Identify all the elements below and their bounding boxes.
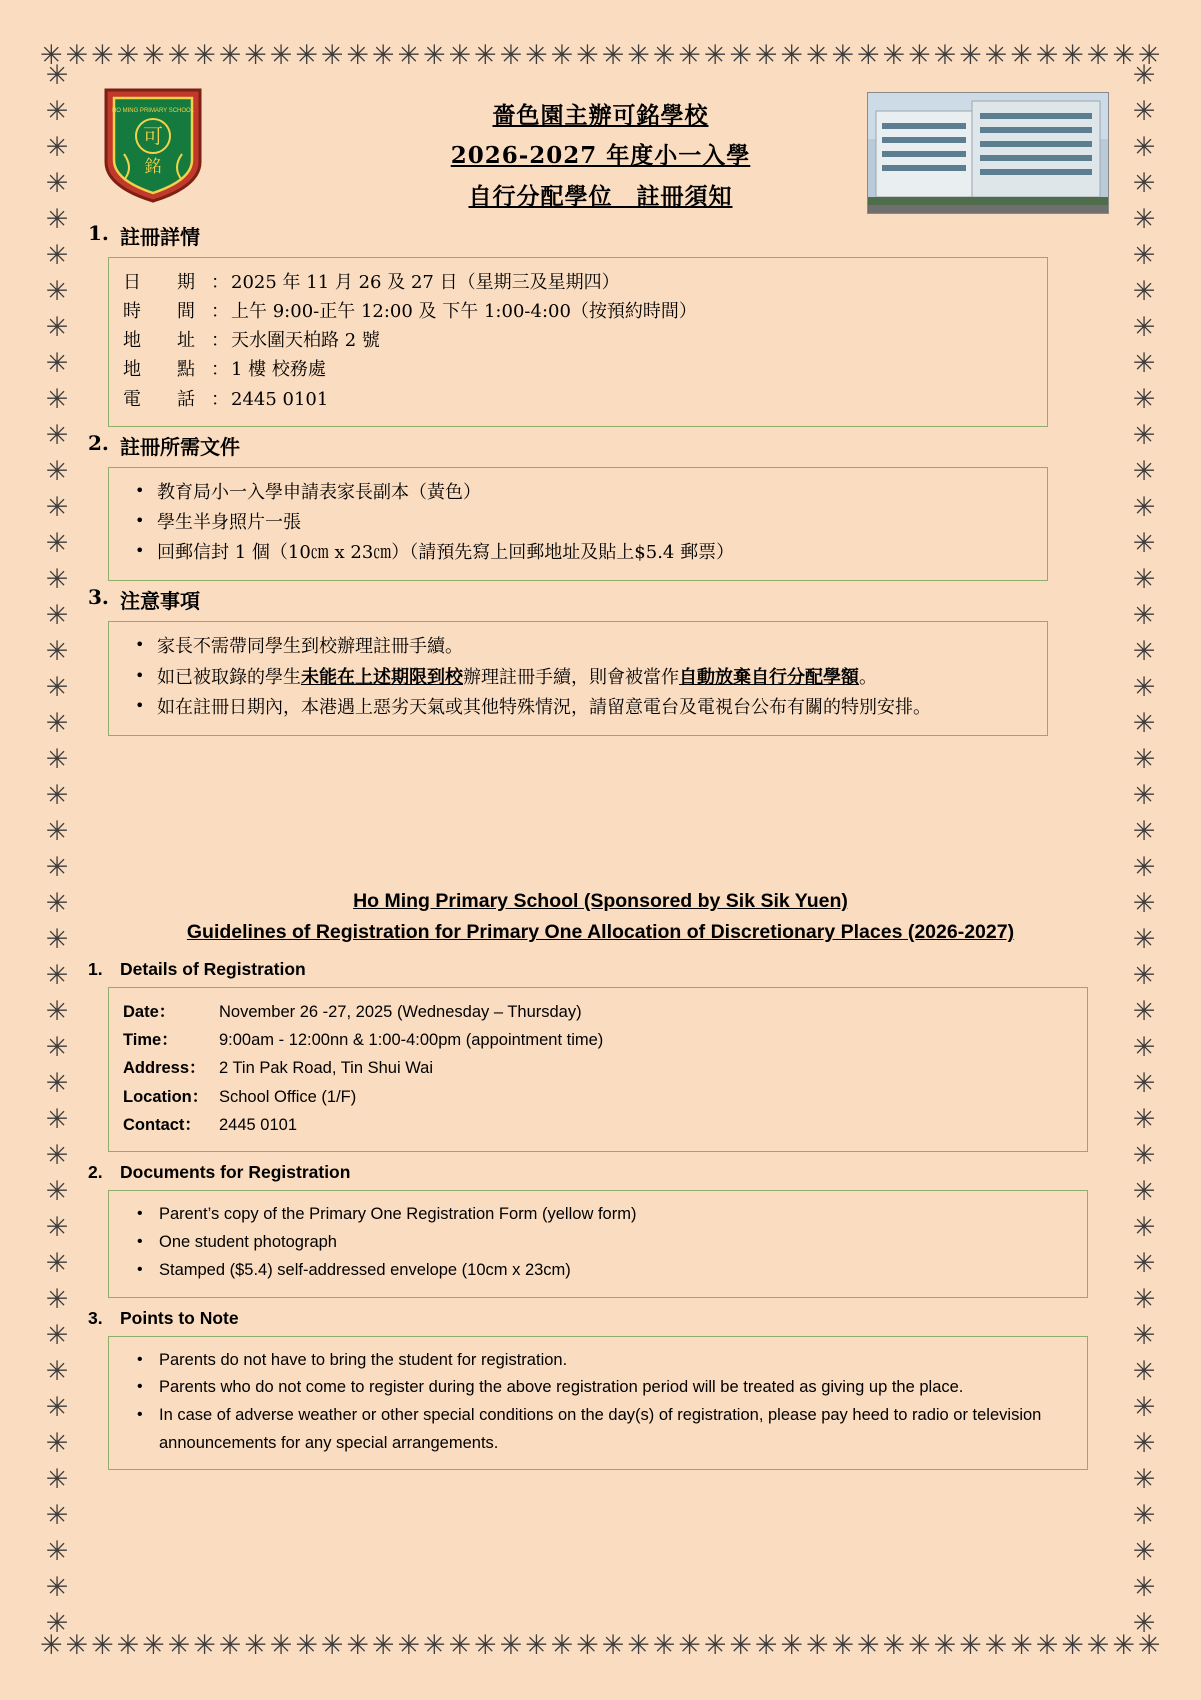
asterisk-ornament: ✳ <box>1132 924 1156 955</box>
asterisk-ornament: ✳ <box>45 708 69 739</box>
en-detail-key: Contact <box>123 1116 185 1135</box>
asterisk-ornament: ✳ <box>45 312 69 343</box>
asterisk-ornament: ✳ <box>45 1140 69 1171</box>
asterisk-ornament: ✳ <box>45 1392 69 1423</box>
asterisk-ornament: ✳ <box>295 1629 318 1661</box>
document-header <box>78 72 1123 217</box>
asterisk-ornament: ✳ <box>1132 1500 1156 1531</box>
asterisk-ornament: ✳ <box>45 1572 69 1603</box>
asterisk-ornament: ✳ <box>45 348 69 379</box>
asterisk-ornament: ✳ <box>295 39 318 71</box>
asterisk-ornament: ✳ <box>908 39 931 71</box>
en-section-1-number: 1. <box>88 958 103 979</box>
asterisk-ornament: ✳ <box>45 1104 69 1135</box>
asterisk-ornament: ✳ <box>218 1629 242 1661</box>
zh-section-2-heading <box>78 431 1123 460</box>
asterisk-ornament: ✳ <box>45 60 69 91</box>
asterisk-ornament: ✳ <box>499 39 523 71</box>
asterisk-ornament: ✳ <box>45 1284 69 1315</box>
zh-detail-colon: ： <box>211 330 229 352</box>
asterisk-ornament: ✳ <box>40 1629 63 1661</box>
en-section-1-title: Details of Registration <box>120 958 306 979</box>
asterisk-ornament: ✳ <box>371 1629 395 1661</box>
asterisk-ornament: ✳ <box>1132 1464 1156 1495</box>
en-section-3-box <box>108 1336 1088 1471</box>
school-building-photo <box>867 92 1109 214</box>
border-bottom <box>40 1628 1161 1662</box>
asterisk-ornament: ✳ <box>525 39 548 71</box>
asterisk-ornament: ✳ <box>1112 39 1135 71</box>
en-detail-value: School Office (1/F) <box>219 1087 357 1106</box>
asterisk-ornament: ✳ <box>45 1500 69 1531</box>
asterisk-ornament: ✳ <box>959 1629 982 1661</box>
asterisk-ornament: ✳ <box>1035 1629 1059 1661</box>
asterisk-ornament: ✳ <box>244 39 267 71</box>
asterisk-ornament: ✳ <box>45 96 69 127</box>
asterisk-ornament: ✳ <box>45 1536 69 1567</box>
border-right <box>1127 62 1161 1637</box>
asterisk-ornament: ✳ <box>601 39 625 71</box>
zh-detail-key: 地 址 <box>123 330 195 352</box>
zh-detail-value: 2445 0101 <box>231 388 329 410</box>
asterisk-ornament: ✳ <box>1132 744 1156 775</box>
zh-section-1-heading <box>78 221 1123 250</box>
asterisk-ornament: ✳ <box>1132 456 1156 487</box>
asterisk-ornament: ✳ <box>576 39 599 71</box>
asterisk-ornament: ✳ <box>320 1629 344 1661</box>
asterisk-ornament: ✳ <box>142 1629 165 1661</box>
list-item: • Parents who do not come to register during the above registration period will be treated as giving up the place. <box>123 1374 1073 1402</box>
en-documents-list <box>123 1201 1073 1284</box>
asterisk-ornament: ✳ <box>678 1629 701 1661</box>
asterisk-ornament: ✳ <box>45 672 69 703</box>
asterisk-ornament: ✳ <box>45 1032 69 1063</box>
asterisk-ornament: ✳ <box>959 39 982 71</box>
asterisk-ornament: ✳ <box>45 1212 69 1243</box>
asterisk-ornament: ✳ <box>45 1608 69 1639</box>
asterisk-ornament: ✳ <box>1132 1068 1156 1099</box>
asterisk-ornament: ✳ <box>371 39 395 71</box>
asterisk-ornament: ✳ <box>45 780 69 811</box>
svg-text:銘: 銘 <box>144 157 162 177</box>
list-item: • In case of adverse weather or other special conditions on the day(s) of registration, please pay heed to radio or television announcements for any special arrangements. <box>123 1402 1073 1457</box>
en-detail-row <box>123 1026 1073 1054</box>
asterisk-ornament: ✳ <box>142 39 165 71</box>
asterisk-ornament: ✳ <box>422 1629 446 1661</box>
asterisk-ornament: ✳ <box>474 39 497 71</box>
en-notes-list <box>123 1347 1073 1458</box>
zh-detail-colon: ： <box>211 301 229 323</box>
en-detail-row <box>123 1083 1073 1111</box>
zh-section-2-title: 註冊所需文件 <box>120 434 240 459</box>
asterisk-ornament: ✳ <box>45 996 69 1027</box>
asterisk-ornament: ✳ <box>601 1629 625 1661</box>
zh-section-3-title: 注意事項 <box>120 589 200 614</box>
asterisk-ornament: ✳ <box>167 39 191 71</box>
asterisk-ornament: ✳ <box>346 39 369 71</box>
list-item: • Parent’s copy of the Primary One Registration Form (yellow form) <box>123 1201 1073 1229</box>
asterisk-ornament: ✳ <box>1132 1392 1156 1423</box>
asterisk-ornament: ✳ <box>1132 348 1156 379</box>
zh-detail-row <box>123 297 1033 326</box>
list-item: • Parents do not have to bring the student for registration. <box>123 1347 1073 1375</box>
asterisk-ornament: ✳ <box>45 1428 69 1459</box>
zh-detail-colon: ： <box>211 359 229 381</box>
asterisk-ornament: ✳ <box>1112 1629 1135 1661</box>
document-content <box>78 72 1123 1627</box>
asterisk-ornament: ✳ <box>627 39 650 71</box>
asterisk-ornament: ✳ <box>1132 1032 1156 1063</box>
asterisk-ornament: ✳ <box>45 744 69 775</box>
asterisk-ornament: ✳ <box>448 1629 472 1661</box>
asterisk-ornament: ✳ <box>1086 39 1110 71</box>
en-detail-row <box>123 998 1073 1026</box>
zh-detail-row <box>123 385 1033 414</box>
zh-section-3-number: 3. <box>88 585 109 610</box>
en-detail-key: Time <box>123 1030 162 1049</box>
asterisk-ornament: ✳ <box>422 39 446 71</box>
list-item: • 如在註冊日期內，本港遇上惡劣天氣或其他特殊情況，請留意電台及電視台公布有關的特別安排。 <box>123 693 1033 723</box>
asterisk-ornament: ✳ <box>1132 204 1156 235</box>
asterisk-ornament: ✳ <box>678 39 701 71</box>
list-item: • 如已被取錄的學生未能在上述期限到校辦理註冊手續，則會被當作自動放棄自行分配學額。 <box>123 663 1033 693</box>
list-item: • 學生半身照片一張 <box>123 508 1033 538</box>
zh-detail-value: 天水圍天柏路 2 號 <box>231 330 380 352</box>
asterisk-ornament: ✳ <box>45 852 69 883</box>
asterisk-ornament: ✳ <box>1132 1176 1156 1207</box>
asterisk-ornament: ✳ <box>45 456 69 487</box>
asterisk-ornament: ✳ <box>908 1629 931 1661</box>
asterisk-ornament: ✳ <box>269 39 293 71</box>
asterisk-ornament: ✳ <box>346 1629 369 1661</box>
border-left <box>40 62 74 1637</box>
asterisk-ornament: ✳ <box>1132 96 1156 127</box>
asterisk-ornament: ✳ <box>1137 1629 1161 1661</box>
asterisk-ornament: ✳ <box>1061 1629 1084 1661</box>
asterisk-ornament: ✳ <box>882 39 906 71</box>
asterisk-ornament: ✳ <box>729 39 752 71</box>
asterisk-ornament: ✳ <box>244 1629 267 1661</box>
border-top <box>40 38 1161 72</box>
asterisk-ornament: ✳ <box>1132 1284 1156 1315</box>
asterisk-ornament: ✳ <box>45 816 69 847</box>
asterisk-ornament: ✳ <box>193 1629 216 1661</box>
zh-detail-value: 2025 年 11 月 26 及 27 日（星期三及星期四） <box>231 272 620 293</box>
zh-detail-key: 電 話 <box>123 388 195 410</box>
asterisk-ornament: ✳ <box>652 39 676 71</box>
asterisk-ornament: ✳ <box>805 39 829 71</box>
asterisk-ornament: ✳ <box>269 1629 293 1661</box>
asterisk-ornament: ✳ <box>320 39 344 71</box>
asterisk-ornament: ✳ <box>1132 1608 1156 1639</box>
asterisk-ornament: ✳ <box>1132 888 1156 919</box>
zh-detail-value: 1 樓 校務處 <box>231 359 326 381</box>
asterisk-ornament: ✳ <box>45 1176 69 1207</box>
en-section-1-heading <box>78 959 1123 980</box>
en-detail-colon: ： <box>158 1002 176 1021</box>
en-section-2-number: 2. <box>88 1162 103 1183</box>
en-detail-row <box>123 1054 1073 1082</box>
asterisk-ornament: ✳ <box>1132 240 1156 271</box>
zh-section-2-number: 2. <box>88 430 109 455</box>
asterisk-ornament: ✳ <box>1132 852 1156 883</box>
en-detail-value: November 26 -27, 2025 (Wednesday – Thursday) <box>219 1002 582 1021</box>
asterisk-ornament: ✳ <box>45 420 69 451</box>
zh-detail-colon: ： <box>211 272 229 293</box>
asterisk-ornament: ✳ <box>576 1629 599 1661</box>
asterisk-ornament: ✳ <box>45 528 69 559</box>
asterisk-ornament: ✳ <box>729 1629 752 1661</box>
list-item: • 家長不需帶同學生到校辦理註冊手續。 <box>123 632 1033 662</box>
asterisk-ornament: ✳ <box>754 39 778 71</box>
asterisk-ornament: ✳ <box>1132 168 1156 199</box>
asterisk-ornament: ✳ <box>1132 60 1156 91</box>
asterisk-ornament: ✳ <box>45 636 69 667</box>
en-detail-row <box>123 1111 1073 1139</box>
asterisk-ornament: ✳ <box>525 1629 548 1661</box>
asterisk-ornament: ✳ <box>1132 1536 1156 1567</box>
asterisk-ornament: ✳ <box>45 1248 69 1279</box>
asterisk-ornament: ✳ <box>1132 276 1156 307</box>
asterisk-ornament: ✳ <box>780 39 804 71</box>
asterisk-ornament: ✳ <box>1132 564 1156 595</box>
asterisk-ornament: ✳ <box>1061 39 1084 71</box>
svg-text:可: 可 <box>143 124 163 148</box>
chinese-title-line-3: 自行分配學位 註冊須知 <box>468 182 733 210</box>
asterisk-ornament: ✳ <box>1132 600 1156 631</box>
asterisk-ornament: ✳ <box>45 924 69 955</box>
asterisk-ornament: ✳ <box>933 39 957 71</box>
asterisk-ornament: ✳ <box>1132 1104 1156 1135</box>
chinese-title-line-1: 嗇色園主辦可銘學校 <box>492 102 709 129</box>
asterisk-ornament: ✳ <box>1132 636 1156 667</box>
asterisk-ornament: ✳ <box>1086 1629 1110 1661</box>
asterisk-ornament: ✳ <box>45 1356 69 1387</box>
zh-detail-key: 時 間 <box>123 301 195 323</box>
asterisk-ornament: ✳ <box>167 1629 191 1661</box>
asterisk-ornament: ✳ <box>45 1068 69 1099</box>
asterisk-ornament: ✳ <box>45 600 69 631</box>
asterisk-ornament: ✳ <box>448 39 472 71</box>
asterisk-ornament: ✳ <box>1132 132 1156 163</box>
asterisk-ornament: ✳ <box>45 1464 69 1495</box>
en-detail-value: 2445 0101 <box>219 1116 297 1135</box>
en-detail-colon: ： <box>189 1059 206 1078</box>
en-detail-key: Date <box>123 1002 159 1021</box>
asterisk-ornament: ✳ <box>193 39 216 71</box>
asterisk-ornament: ✳ <box>45 888 69 919</box>
asterisk-ornament: ✳ <box>1035 39 1059 71</box>
asterisk-ornament: ✳ <box>1132 960 1156 991</box>
list-item: • 回郵信封 1 個（10㎝ x 23㎝）（請預先寫上回郵地址及貼上$5.4 郵票） <box>123 538 1033 568</box>
asterisk-ornament: ✳ <box>45 1320 69 1351</box>
asterisk-ornament: ✳ <box>1132 708 1156 739</box>
asterisk-ornament: ✳ <box>1010 39 1033 71</box>
zh-detail-key: 地 點 <box>123 359 195 381</box>
asterisk-ornament: ✳ <box>627 1629 650 1661</box>
asterisk-ornament: ✳ <box>1132 312 1156 343</box>
chinese-body <box>78 221 1123 736</box>
chinese-title-line-2: 2026-2027 年度小一入學 <box>450 142 751 170</box>
asterisk-ornament: ✳ <box>45 384 69 415</box>
asterisk-ornament: ✳ <box>474 1629 497 1661</box>
asterisk-ornament: ✳ <box>1132 1572 1156 1603</box>
asterisk-ornament: ✳ <box>831 39 855 71</box>
en-section-2-title: Documents for Registration <box>120 1162 351 1183</box>
zh-section-1-number: 1. <box>88 221 109 245</box>
en-detail-colon: ： <box>191 1087 209 1106</box>
asterisk-ornament: ✳ <box>550 1629 574 1661</box>
asterisk-ornament: ✳ <box>703 1629 727 1661</box>
en-section-2-box <box>108 1190 1088 1297</box>
asterisk-ornament: ✳ <box>1132 528 1156 559</box>
asterisk-ornament: ✳ <box>1132 1320 1156 1351</box>
zh-section-1-title: 註冊詳情 <box>120 225 200 249</box>
asterisk-ornament: ✳ <box>1132 1248 1156 1279</box>
asterisk-ornament: ✳ <box>652 1629 676 1661</box>
zh-detail-row <box>123 268 1033 297</box>
list-item: • 教育局小一入學申請表家長副本（黃色） <box>123 478 1033 508</box>
zh-detail-value: 上午 9:00-正午 12:00 及 下午 1:00-4:00（按預約時間） <box>231 301 697 323</box>
asterisk-ornament: ✳ <box>1132 1212 1156 1243</box>
asterisk-ornament: ✳ <box>218 39 242 71</box>
asterisk-ornament: ✳ <box>91 1629 114 1661</box>
zh-section-2-box <box>108 467 1048 582</box>
asterisk-ornament: ✳ <box>984 39 1008 71</box>
asterisk-ornament: ✳ <box>1132 816 1156 847</box>
asterisk-ornament: ✳ <box>65 1629 89 1661</box>
zh-detail-key: 日 期 <box>123 272 195 293</box>
zh-section-3-box <box>108 621 1048 736</box>
en-section-3-heading <box>78 1308 1123 1329</box>
zh-detail-colon: ： <box>211 388 229 410</box>
en-detail-colon: ： <box>184 1116 201 1135</box>
en-detail-key: Address <box>123 1059 190 1078</box>
asterisk-ornament: ✳ <box>116 39 140 71</box>
asterisk-ornament: ✳ <box>984 1629 1008 1661</box>
asterisk-ornament: ✳ <box>1132 492 1156 523</box>
asterisk-ornament: ✳ <box>831 1629 855 1661</box>
asterisk-ornament: ✳ <box>933 1629 957 1661</box>
asterisk-ornament: ✳ <box>805 1629 829 1661</box>
en-section-1-box <box>108 987 1088 1153</box>
zh-section-1-box <box>108 257 1048 427</box>
asterisk-ornament: ✳ <box>499 1629 523 1661</box>
asterisk-ornament: ✳ <box>1132 672 1156 703</box>
en-section-3-title: Points to Note <box>120 1307 239 1328</box>
en-detail-colon: ： <box>161 1030 178 1049</box>
asterisk-ornament: ✳ <box>550 39 574 71</box>
english-body <box>78 886 1123 1470</box>
asterisk-ornament: ✳ <box>754 1629 778 1661</box>
asterisk-ornament: ✳ <box>1132 384 1156 415</box>
asterisk-ornament: ✳ <box>1132 420 1156 451</box>
english-title-line-1: Ho Ming Primary School (Sponsored by Sik Sik Yuen) <box>353 890 848 913</box>
asterisk-ornament: ✳ <box>882 1629 906 1661</box>
zh-detail-row <box>123 326 1033 355</box>
asterisk-ornament: ✳ <box>1132 996 1156 1027</box>
asterisk-ornament: ✳ <box>1137 39 1161 71</box>
asterisk-ornament: ✳ <box>45 276 69 307</box>
asterisk-ornament: ✳ <box>703 39 727 71</box>
asterisk-ornament: ✳ <box>45 132 69 163</box>
asterisk-ornament: ✳ <box>40 39 63 71</box>
en-detail-value: 9:00am - 12:00nn & 1:00-4:00pm (appointment time) <box>219 1030 604 1049</box>
en-section-3-number: 3. <box>88 1307 103 1328</box>
zh-documents-list <box>123 478 1033 569</box>
asterisk-ornament: ✳ <box>45 204 69 235</box>
english-title-line-2: Guidelines of Registration for Primary One Allocation of Discretionary Places (2026-2027) <box>186 921 1015 944</box>
en-detail-key: Location <box>123 1087 192 1106</box>
zh-detail-row <box>123 355 1033 384</box>
svg-text:HO MING PRIMARY SCHOOL: HO MING PRIMARY SCHOOL <box>111 108 195 114</box>
asterisk-ornament: ✳ <box>1132 1428 1156 1459</box>
asterisk-ornament: ✳ <box>45 168 69 199</box>
asterisk-ornament: ✳ <box>857 1629 880 1661</box>
asterisk-ornament: ✳ <box>1010 1629 1033 1661</box>
asterisk-ornament: ✳ <box>397 1629 421 1661</box>
list-item: • One student photograph <box>123 1229 1073 1257</box>
asterisk-ornament: ✳ <box>1132 1356 1156 1387</box>
en-section-2-heading <box>78 1162 1123 1183</box>
zh-notes-list <box>123 632 1033 723</box>
asterisk-ornament: ✳ <box>91 39 114 71</box>
section-spacer <box>78 736 1123 886</box>
list-item: • Stamped ($5.4) self-addressed envelope (10cm x 23cm) <box>123 1257 1073 1285</box>
asterisk-ornament: ✳ <box>65 39 89 71</box>
asterisk-ornament: ✳ <box>780 1629 804 1661</box>
en-detail-value: 2 Tin Pak Road, Tin Shui Wai <box>219 1059 433 1078</box>
zh-section-3-heading <box>78 585 1123 614</box>
asterisk-ornament: ✳ <box>45 960 69 991</box>
asterisk-ornament: ✳ <box>116 1629 140 1661</box>
asterisk-ornament: ✳ <box>45 564 69 595</box>
asterisk-ornament: ✳ <box>1132 780 1156 811</box>
asterisk-ornament: ✳ <box>45 240 69 271</box>
asterisk-ornament: ✳ <box>857 39 880 71</box>
asterisk-ornament: ✳ <box>1132 1140 1156 1171</box>
asterisk-ornament: ✳ <box>397 39 421 71</box>
asterisk-ornament: ✳ <box>45 492 69 523</box>
